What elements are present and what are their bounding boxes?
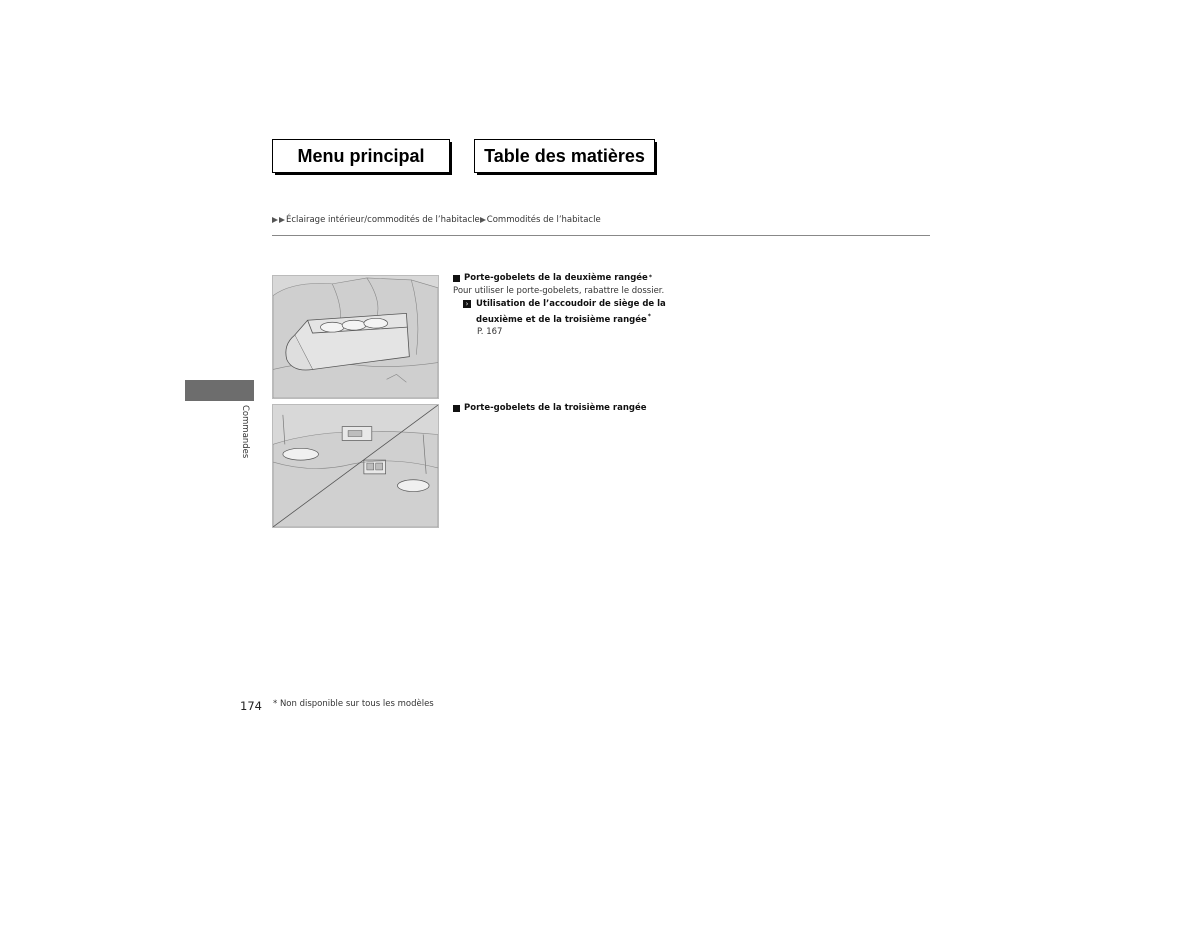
cross-reference[interactable] (453, 298, 693, 326)
reference-page[interactable]: P. 167 (477, 326, 503, 337)
side-tab[interactable] (185, 380, 254, 401)
third-row-cupholder-illustration (272, 404, 439, 528)
square-bullet-icon (453, 275, 460, 282)
second-row-section (453, 272, 693, 338)
second-row-cupholder-illustration (272, 275, 439, 399)
side-tab-label: Commandes (240, 405, 250, 459)
breadcrumb-item[interactable]: Éclairage intérieur/commodités de l’habitacle (286, 215, 480, 225)
triangle-icon (272, 217, 278, 223)
section-text: Pour utiliser le porte-gobelets, rabattre le dossier. (453, 285, 665, 296)
square-bullet-icon (453, 405, 460, 412)
breadcrumb-item[interactable]: Commodités de l’habitacle (486, 215, 601, 225)
cross-reference-link[interactable]: Utilisation de l’accoudoir de siège de la deuxième et de la troisième rangée* (476, 299, 666, 325)
section-heading: Porte-gobelets de la troisième rangée (453, 402, 693, 415)
arrow-link-icon: › (463, 300, 471, 308)
triangle-icon (480, 217, 486, 223)
footnote: * Non disponible sur tous les modèles (273, 699, 434, 709)
breadcrumb (272, 215, 601, 225)
table-of-contents-button[interactable]: Table des matières (474, 139, 655, 173)
header-divider (272, 235, 930, 236)
triangle-icon (279, 217, 285, 223)
third-row-section (453, 402, 693, 415)
section-heading: Porte-gobelets de la deuxième rangée * (453, 272, 693, 285)
page-number: 174 (240, 699, 262, 713)
main-menu-button[interactable]: Menu principal (272, 139, 450, 173)
